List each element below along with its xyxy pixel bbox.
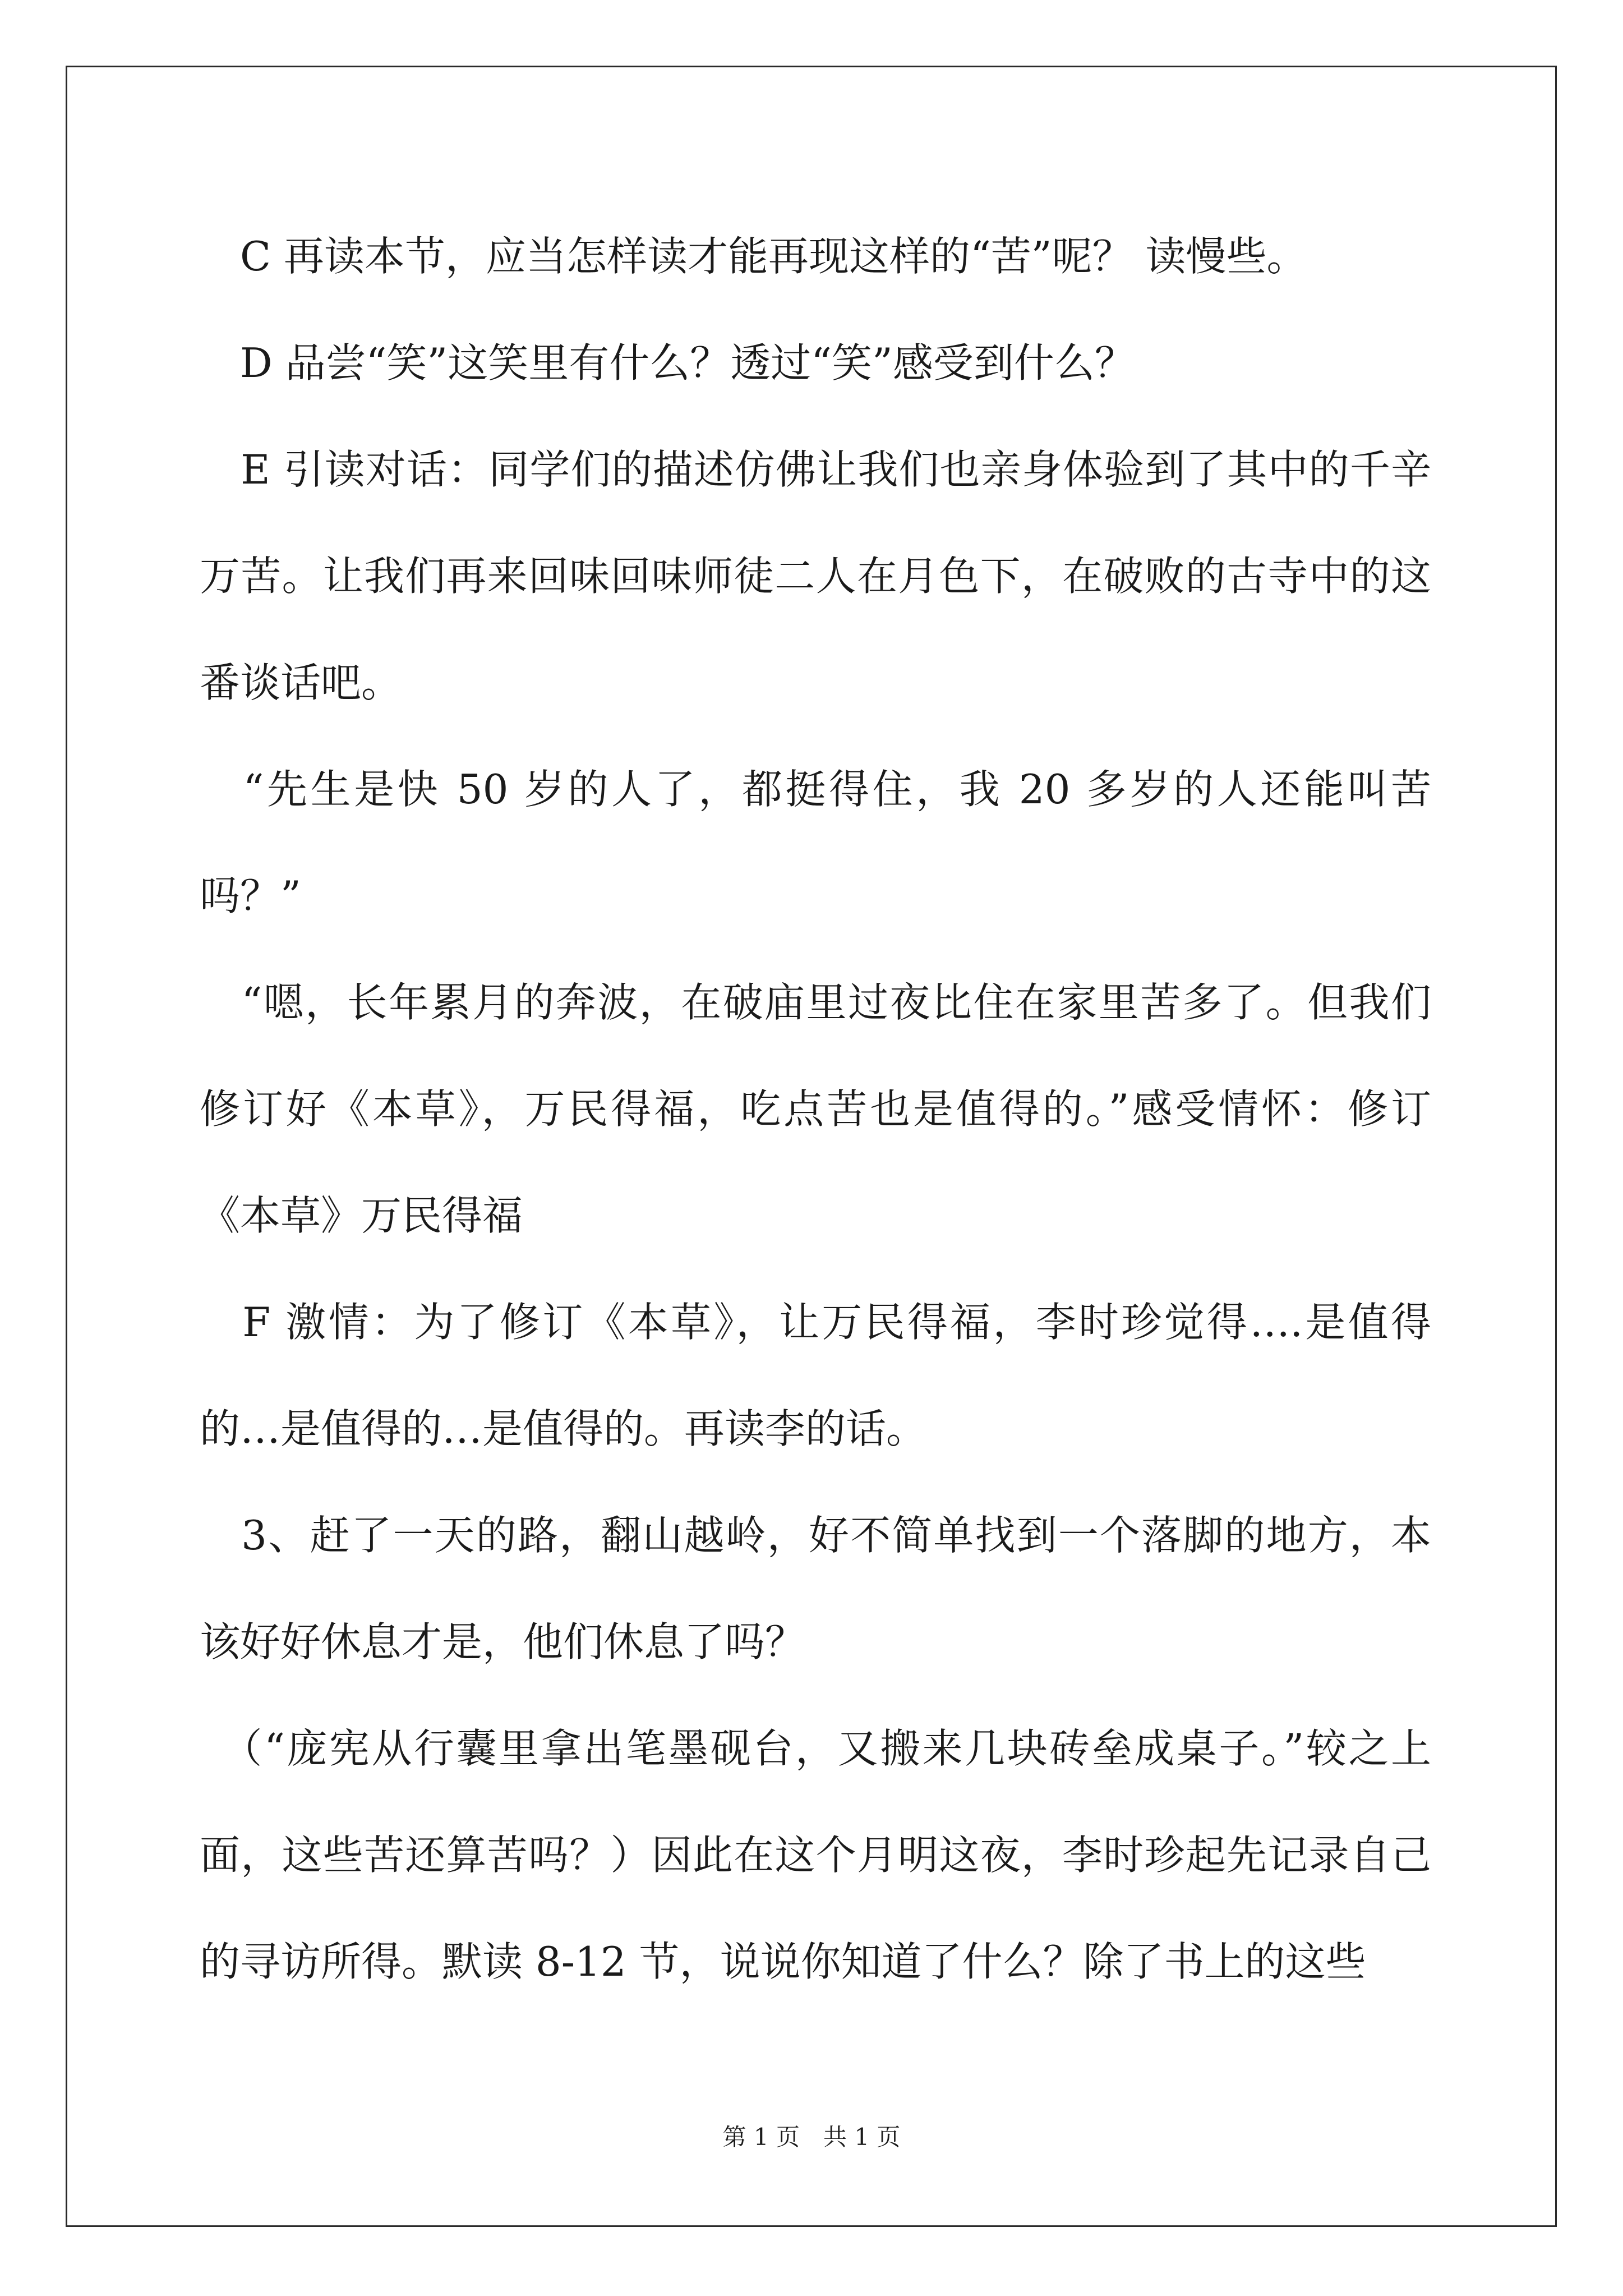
- document-body: [200, 203, 1431, 2015]
- paragraph-quote-1: “先生是快 50 岁的人了，都挺得住，我 20 多岁的人还能叫苦吗？”: [200, 766, 1431, 919]
- page-footer: 第 1 页 共 1 页: [722, 2123, 901, 2151]
- paragraph-3: 3、赶了一天的路，翻山越岭，好不简单找到一个落脚的地方，本该好好休息才是，他们休息了吗？: [200, 1512, 1431, 1665]
- paragraph-d: D 品尝“笑”这笑里有什么？透过“笑”感受到什么？: [200, 339, 1135, 386]
- paragraph-4: （“庞宪从行囊里拿出笔墨砚台，又搬来几块砖垒成桌子。”较之上面，这些苦还算苦吗？）因此在这个月明这夜，李时珍起先记录自己的寻访所得。默读 8-12 节，说说你知道了什么？除了书上的这些: [200, 1725, 1431, 1985]
- paragraph-c: C 再读本节，应当怎样读才能再现这样的“苦”呢？ 读慢些。: [200, 233, 1307, 280]
- paragraph-quote-2: “嗯，长年累月的奔波，在破庙里过夜比住在家里苦多了。但我们修订好《本草》，万民得福，吃点苦也是值得的。”感受情怀：修订《本草》万民得福: [200, 979, 1431, 1239]
- paragraph-f: F 激情：为了修订《本草》，让万民得福，李时珍觉得….是值得的…是值得的…是值得的。再读李的话。: [200, 1299, 1431, 1452]
- paragraph-e: E 引读对话：同学们的描述仿佛让我们也亲身体验到了其中的千辛万苦。让我们再来回味回味师徒二人在月色下，在破败的古寺中的这番谈话吧。: [200, 446, 1431, 706]
